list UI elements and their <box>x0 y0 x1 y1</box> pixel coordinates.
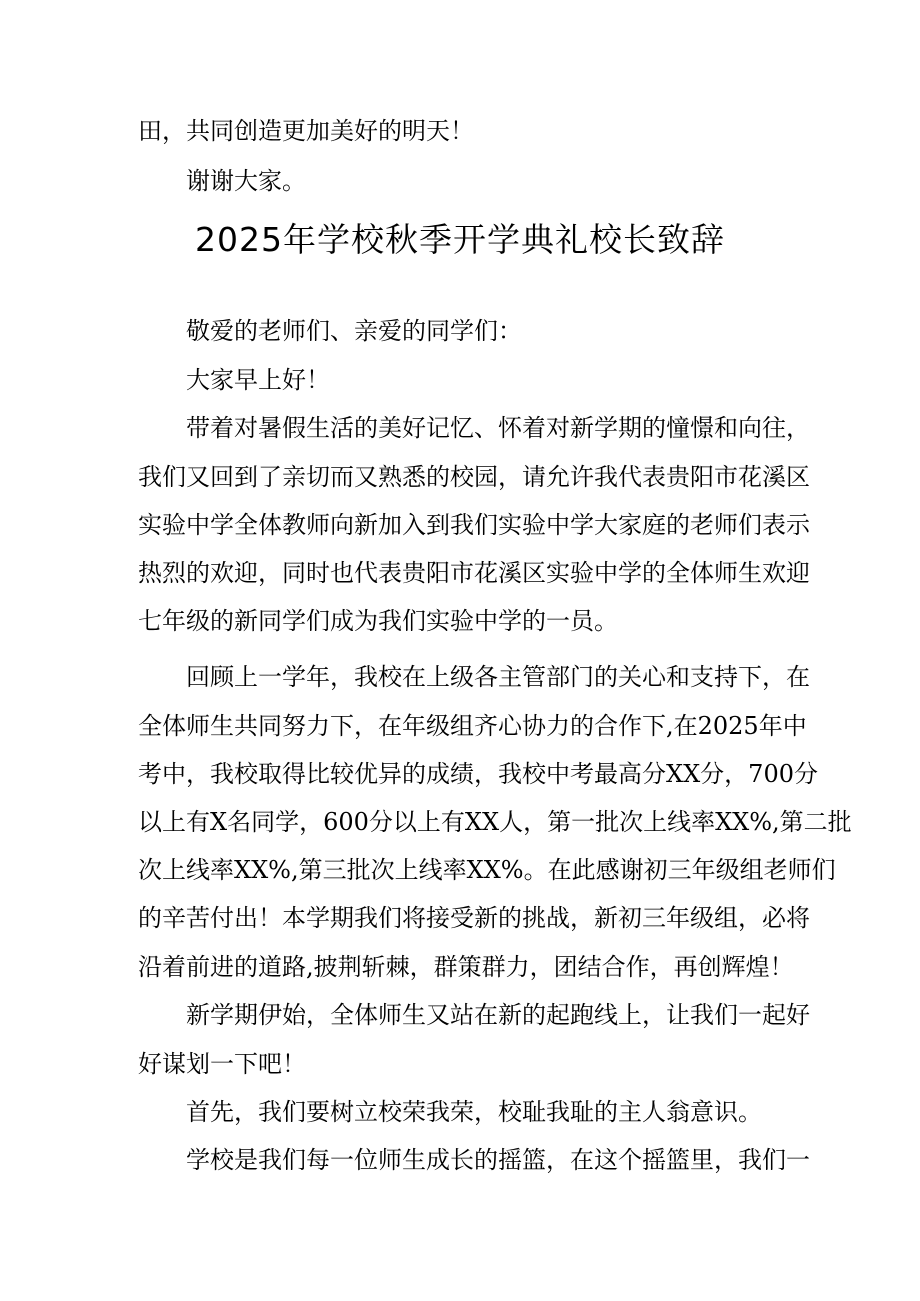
paragraph-line: 我们又回到了亲切而又熟悉的校园，请允许我代表贵阳市花溪区 <box>138 463 810 491</box>
paragraph-line: 好谋划一下吧！ <box>138 1050 306 1078</box>
paragraph-line: 以上有X名同学，600分以上有XX人，第一批次上线率XX%,第二批 <box>138 808 852 836</box>
paragraph-line: 回顾上一学年，我校在上级各主管部门的关心和支持下，在 <box>186 663 810 691</box>
paragraph-line: 实验中学全体教师向新加入到我们实验中学大家庭的老师们表示 <box>138 511 810 539</box>
text-line: 田，共同创造更加美好的明天！ <box>138 117 474 145</box>
paragraph-line: 新学期伊始，全体师生又站在新的起跑线上，让我们一起好 <box>186 1001 810 1029</box>
paragraph-line: 带着对暑假生活的美好记忆、怀着对新学期的憧憬和向往， <box>186 414 810 442</box>
salutation: 敬爱的老师们、亲爱的同学们： <box>186 317 522 345</box>
paragraph-line: 考中，我校取得比较优异的成绩，我校中考最高分XX分，700分 <box>138 760 818 788</box>
paragraph-line: 七年级的新同学们成为我们实验中学的一员。 <box>138 607 618 635</box>
greeting: 大家早上好！ <box>186 366 330 394</box>
paragraph-line: 首先，我们要树立校荣我荣，校耻我耻的主人翁意识。 <box>186 1098 762 1126</box>
paragraph-line: 次上线率XX%,第三批次上线率XX%。在此感谢初三年级组老师们 <box>138 856 836 884</box>
paragraph-line: 的辛苦付出！本学期我们将接受新的挑战，新初三年级组，必将 <box>138 904 810 932</box>
paragraph-line: 沿着前进的道路,披荆斩棘，群策群力，团结合作，再创辉煌！ <box>138 953 794 981</box>
text-line: 谢谢大家。 <box>186 167 306 195</box>
paragraph-line: 全体师生共同努力下，在年级组齐心协力的合作下,在2025年中 <box>138 712 807 740</box>
paragraph-line: 学校是我们每一位师生成长的摇篮，在这个摇篮里，我们一 <box>186 1146 810 1174</box>
document-title: 2025年学校秋季开学典礼校长致辞 <box>195 220 725 259</box>
paragraph-line: 热烈的欢迎，同时也代表贵阳市花溪区实验中学的全体师生欢迎 <box>138 559 810 587</box>
